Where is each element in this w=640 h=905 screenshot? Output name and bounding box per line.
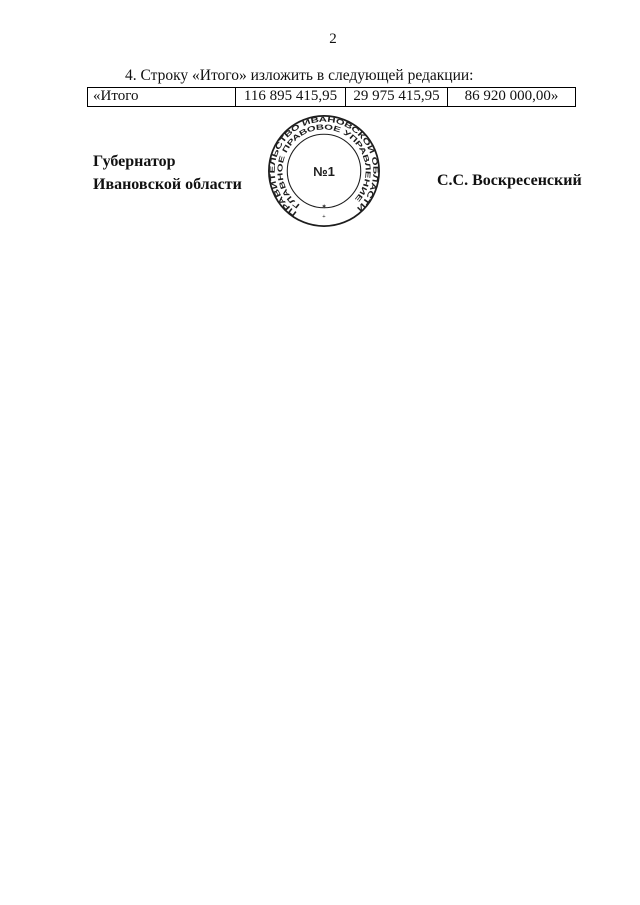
totals-table-row: [88, 88, 576, 107]
amendment-paragraph: 4. Строку «Итого» изложить в следующей редакции:: [125, 67, 474, 84]
stamp-outer-ring-text: ПРАВИТЕЛЬСТВО ИВАНОВСКОЙ ОБЛАСТИ: [267, 114, 381, 219]
signatory-title-line1: Губернатор: [93, 153, 176, 170]
signatory-title: [93, 150, 242, 196]
totals-amount-cell-2: 29 975 415,95: [346, 88, 448, 107]
stamp-number-label: №1: [313, 163, 335, 179]
page-number: 2: [329, 31, 337, 47]
totals-table: [87, 87, 576, 107]
stamp-cross-separator-icon: +: [322, 213, 326, 220]
stamp-inner-ring-text: ГЛАВНОЕ ПРАВОВОЕ УПРАВЛЕНИЕ: [275, 122, 373, 211]
stamp-star-separator-icon: ✶: [321, 203, 327, 211]
signatory-title-line2: Ивановской области: [93, 176, 242, 193]
signatory-name: С.С. Воскресенский: [437, 172, 582, 189]
official-seal-stamp: [266, 113, 382, 229]
totals-amount-cell-3: 86 920 000,00»: [448, 88, 576, 107]
totals-label-cell: «Итого: [88, 88, 236, 107]
totals-amount-cell-1: 116 895 415,95: [236, 88, 346, 107]
